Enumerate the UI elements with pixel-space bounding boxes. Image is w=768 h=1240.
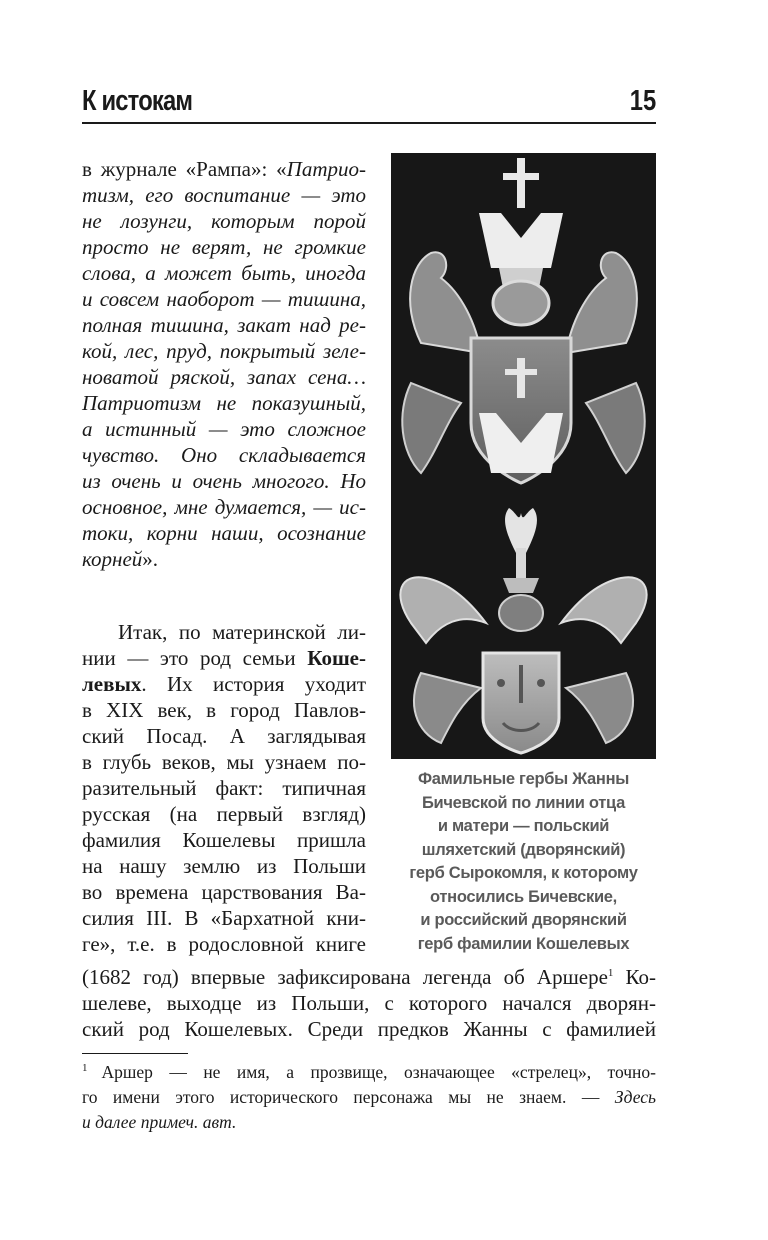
footnote-rule — [82, 1053, 188, 1054]
quote-line: слова, а может быть, иногда — [82, 261, 366, 285]
syrokomla-arms — [402, 158, 644, 483]
paragraph-line: нии — это род семьи Коше- — [82, 646, 366, 670]
running-header — [82, 82, 656, 124]
quote-line: корней». — [82, 547, 159, 571]
quote-line: полная тишина, закат над ре- — [82, 313, 366, 337]
paragraph-line: на нашу землю из Польши — [82, 854, 366, 878]
paragraph-line: ский род Кошелевых. Среди предков Жанны с фамилией — [82, 1017, 656, 1041]
quote-line: из очень и очень многого. Но — [82, 469, 366, 493]
quote-line: кой, лес, пруд, покрытый зеле- — [82, 339, 366, 363]
quote-line: чувство. Оно складывается — [82, 443, 366, 467]
paragraph-line: силия III. В «Бархатной кни- — [82, 906, 366, 930]
paragraph-line: в глубь веков, мы узнаем по- — [82, 750, 366, 774]
header-rule — [82, 122, 656, 124]
section-title: К истокам — [82, 85, 193, 117]
footnote-ref: 1 — [607, 967, 614, 979]
figure-caption: Фамильные гербы Жанны Бичевской по линии отца и матери — польский шляхетский (дворянский) герб Сырокомля, к которому относились Бичевские, и российский дворянский герб фамилии Кошелевых — [409, 770, 638, 953]
page-number: 15 — [629, 85, 656, 117]
paragraph-line: Итак, по материнской ли- — [118, 620, 366, 644]
paragraph-line: в XIX век, в город Павлов- — [82, 698, 366, 722]
paragraph-line: фамилия Кошелевы пришла — [82, 828, 366, 852]
paragraph-line: ге», т.е. в родословной книге — [82, 932, 366, 956]
paragraph-line: левых. Их история уходит — [82, 672, 366, 696]
quote-line: Патриотизм не показушный, — [82, 391, 366, 415]
paragraph-line: русская (на первый взгляд) — [82, 802, 366, 826]
quote-line: новатой ряской, запах сена… — [82, 365, 366, 389]
quote-line: и совсем наоборот — тишина, — [82, 287, 366, 311]
coats-of-arms-image — [391, 153, 656, 759]
paragraph-line: разительный факт: типичная — [82, 776, 366, 800]
footnote-line: и далее примеч. авт. — [82, 1112, 237, 1132]
paragraph-line: во времена царствования Ва- — [82, 880, 366, 904]
quote-line: не лозунги, которым порой — [82, 209, 366, 233]
coats-of-arms-illustration — [391, 153, 656, 759]
paragraph-line: ский Посад. А заглядывая — [82, 724, 366, 748]
koshelev-arms — [400, 508, 646, 753]
quote-line: в журнале «Рампа»: «Патрио- — [82, 157, 366, 181]
paragraph-line: (1682 год) впервые зафиксирована легенда об Аршере$^1$ Ко- — [82, 965, 656, 989]
footnote-line: $^1$ Аршер — не имя, а прозвище, означающее «стрелец», точно- — [82, 1062, 656, 1082]
footnote-marker: 1 — [82, 1062, 88, 1075]
paragraph-line: шелеве, выходце из Польши, с которого начался дворян- — [82, 991, 656, 1015]
footnote-line: го имени этого исторического персонажа мы не знаем. — Здесь — [82, 1087, 656, 1107]
quote-line: токи, корни наши, осознание — [82, 521, 366, 545]
quote-line: просто не верят, не громкие — [82, 235, 366, 259]
quote-line: а истинный — это сложное — [82, 417, 366, 441]
quote-line: тизм, его воспитание — это — [82, 183, 366, 207]
quote-line: основное, мне думается, — ис- — [82, 495, 366, 519]
